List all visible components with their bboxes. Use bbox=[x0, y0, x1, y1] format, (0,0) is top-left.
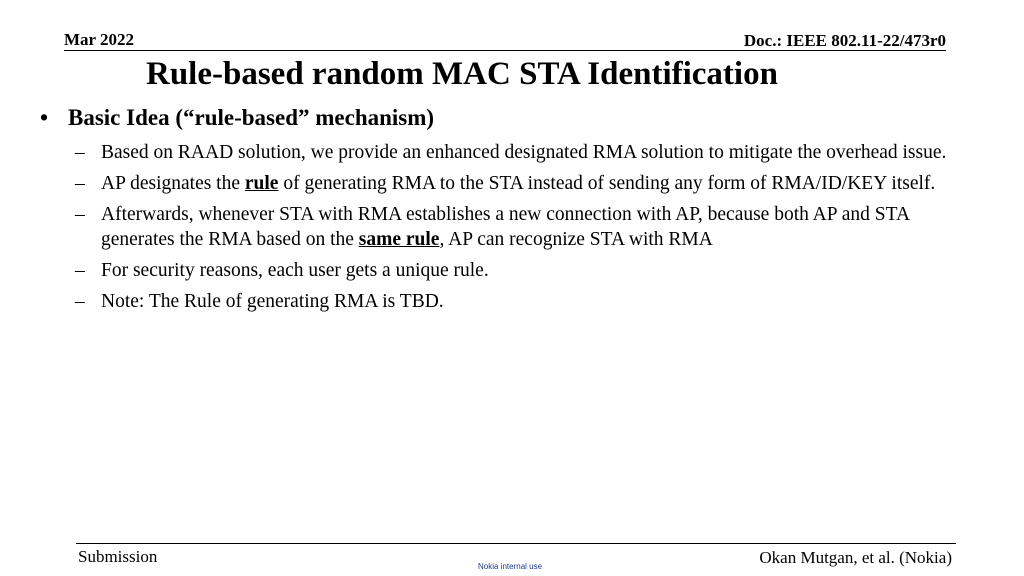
sub-bullet-text: , AP can recognize STA with RMA bbox=[439, 229, 713, 250]
sub-bullet bbox=[75, 289, 980, 314]
footer-classification: Nokia internal use bbox=[478, 562, 543, 571]
sub-bullet-text: Based on RAAD solution, we provide an enhanced designated RMA solution to mitigate the overhead issue. bbox=[101, 142, 947, 163]
sub-bullet bbox=[75, 171, 980, 196]
sub-bullet-text: Afterwards, whenever STA with RMA establishes a new connection with AP, because both AP and STA generates the RMA based on the bbox=[101, 204, 909, 250]
dash-icon: – bbox=[75, 291, 85, 312]
dash-icon: – bbox=[75, 204, 85, 225]
footer-submission: Submission bbox=[78, 547, 158, 566]
dash-icon: – bbox=[75, 173, 85, 194]
sub-bullet-text: For security reasons, each user gets a unique rule. bbox=[101, 260, 489, 281]
dash-icon: – bbox=[75, 260, 85, 281]
sub-bullet bbox=[75, 140, 980, 165]
header-date: Mar 2022 bbox=[64, 30, 135, 49]
main-bullet-text: Basic Idea (“rule-based” mechanism) bbox=[68, 105, 435, 130]
sub-bullet-text: AP designates the bbox=[101, 173, 245, 194]
sub-bullet-list bbox=[75, 140, 980, 320]
emphasis-same-rule: same rule bbox=[358, 229, 440, 250]
sub-bullet-text: of generating RMA to the STA instead of sending any form of RMA/ID/KEY itself. bbox=[278, 173, 936, 194]
header-doc-id: Doc.: IEEE 802.11-22/473r0 bbox=[743, 31, 946, 50]
header-divider bbox=[64, 50, 946, 51]
sub-bullet-text: Note: The Rule of generating RMA is TBD. bbox=[101, 291, 444, 312]
slide-title: Rule-based random MAC STA Identification bbox=[146, 56, 778, 92]
footer-authors: Okan Mutgan, et al. (Nokia) bbox=[759, 548, 952, 567]
bullet-icon: • bbox=[40, 105, 49, 130]
footer-divider bbox=[76, 543, 956, 544]
sub-bullet bbox=[75, 202, 980, 252]
main-bullet bbox=[40, 105, 434, 131]
sub-bullet bbox=[75, 258, 980, 283]
dash-icon: – bbox=[75, 142, 85, 163]
emphasis-rule: rule bbox=[244, 173, 279, 194]
